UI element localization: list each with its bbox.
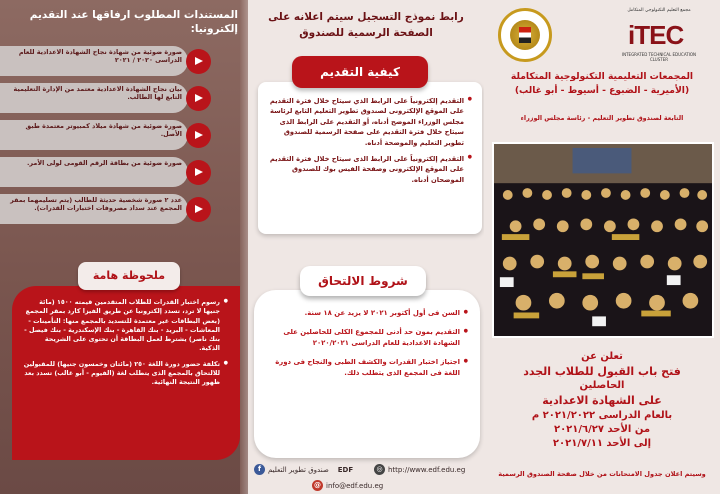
howto-card — [258, 82, 482, 234]
edf-label: EDF — [337, 465, 354, 474]
documents-list — [0, 46, 222, 231]
institution-title: المجمعات التعليمية التكنولوجية المتكاملة (الأميرية - الضبوع - أسيوط - أبو غالب) — [510, 71, 694, 96]
announcement-panel — [484, 0, 720, 494]
arrow-bullet-icon — [186, 123, 211, 148]
center-panel — [248, 0, 484, 494]
arrow-bullet-icon — [186, 86, 211, 111]
contact-footer — [250, 460, 480, 494]
document-text: بيان نجاح الشهادة الاعدادية معتمد من الإدارة التعليمية التابع لها الطالب. — [13, 85, 182, 102]
document-item — [0, 83, 222, 113]
condition-item: ● التقديم بمون حد أدنى للمجموع الكلى للحاصلين على الشهادة الاعدادية للعام الدراسى ٢٠٢٠/٢٠٢١ — [266, 327, 468, 349]
document-item — [0, 157, 222, 187]
globe-icon: ◎ — [374, 464, 385, 475]
institution-subtitle: التابعة لصندوق تطوير التعليم - رئاسة مجلس الوزراء — [520, 114, 684, 122]
website-link[interactable]: ◎ http://www.edf.edu.eg — [374, 464, 465, 475]
join-conditions-heading: شروط الالتحاق — [300, 266, 426, 296]
eagle-icon — [519, 27, 531, 43]
howto-heading: كيفية التقديم — [292, 56, 428, 88]
email-icon: @ — [314, 481, 321, 489]
exam-schedule-note: وسيتم اعلان جدول الامتحانات من خلال صفحة الصندوق الرسمية — [498, 470, 706, 478]
arrow-bullet-icon — [186, 160, 211, 185]
howto-item: ● التقديم إلكترونياً على الرابط الذى سيتاح خلال فترة التقديم على الموقع الإلكترونى وصفحة الفيس بوك للصندوق الموضحان أدناه. — [268, 154, 472, 185]
graduates-image — [494, 144, 712, 336]
join-conditions-card — [254, 290, 480, 458]
condition-item: ● السن فى أول أكتوبر ٢٠٢١ لا يزيد عن ١٨ سنة. — [266, 308, 468, 319]
documents-panel — [0, 0, 248, 494]
facebook-icon: f — [254, 464, 265, 475]
document-text: صورة ضوئية من شهادة نجاح الشهادة الاعدادية للعام الدراسى ٢٠٢٠ / ٢٠٢١ — [18, 48, 182, 65]
document-item — [0, 194, 222, 224]
arrow-bullet-icon — [186, 49, 211, 74]
note-item: ● رسوم اختبار القدرات للطلاب المتقدمين قيمته ١٥٠٠ (مائة جنيها لا ترد، تسدد إلكترونيا عن طريق الفيزا كارد بمقر المجمع (بعض البطاقات غير معتمدة للتسديد بالمجمع منها: التأمينات - المعاشات - البريد - بنك القاهرة - بنك الإسكندرية - بنك فيصل - بنك ناصر) يشترط لعمل البطاقة أن تحتوى على الشريحة الذكية. — [22, 298, 228, 354]
documents-title: المستندات المطلوب ارفاقها عند التقديم إلكترونيا: — [29, 9, 238, 36]
document-text: صورة ضوئية من شهادة ميلاد كمبيوتر معتمدة طبق الأصل. — [25, 122, 182, 139]
document-item — [0, 46, 222, 76]
document-item — [0, 120, 222, 150]
howto-item: ● التقديم إلكترونياً على الرابط الذي سيتاح خلال فترة التقديم على الموقع الإلكترونى لصندوق تطوير التعليم التابع لرئاسة مجلس الوزراء الموضح أدناه، أو التقديم على الرابط الذى سيتاح خلال فترة التقديم على صفحة الرسمية للصندوق تطوير التعليم والموضحة أدناه. — [268, 96, 472, 148]
end-date: إلى الأحد ٢٠٢١/٧/١١ — [552, 437, 652, 449]
government-seal-logo — [498, 8, 552, 62]
notes-box — [12, 286, 240, 460]
document-text: عدد ٢ صورة شخصية حديثة للطالب (يتم تسليمهما بمقر المجمع عند سداد مصروفات اختبارات القدرات). — [10, 196, 182, 213]
email-link[interactable]: @ info@edf.edu.eg — [314, 481, 384, 490]
admission-announcement: تعلن عن فتح باب القبول للطلاب الجدد الحاصلين على الشهادة الاعدادية بالعام الدراسى ٢٠٢١/٢٠٢٢ م من الأحد ٢٠٢١/٦/٢٧ إلى الأحد ٢٠٢١/٧/١١ — [488, 350, 716, 451]
facebook-contact[interactable]: f صندوق تطوير التعليم EDF — [254, 464, 353, 475]
note-item: ● تكلفة حضور دورة اللغة ٢٥٠ (مائتان وخمسون جنيها) للمقبولين للالتحاق بالمجمع الذى يتطلب لغة (الفيوم - أبو غالب) تسدد بعد ظهور النتيجة النهائية. — [22, 360, 228, 388]
start-date: من الأحد ٢٠٢١/٦/٢٧ — [553, 423, 651, 435]
notes-heading: ملحوظة هامة — [78, 262, 180, 290]
arrow-bullet-icon — [186, 197, 211, 222]
document-text: صورة ضوئية من بطاقة الرقم القومى لولى الأمر. — [26, 159, 182, 167]
registration-link-note: رابط نموذج التسجيل سيتم اعلانه على الصفحة الرسمية للصندوق — [268, 11, 464, 39]
itec-logo: مجمع التعليم التكنولوجي المتكامل iTEC INTEGRATED TECHNICAL EDUCATION CLUSTER — [621, 8, 697, 62]
condition-item: ● اجتياز اختبار القدرات والكشف الطبى والنجاح فى دورة اللغة فى المجمع الذى يتطلب ذلك. — [266, 357, 468, 379]
graduates-photo — [492, 142, 714, 338]
